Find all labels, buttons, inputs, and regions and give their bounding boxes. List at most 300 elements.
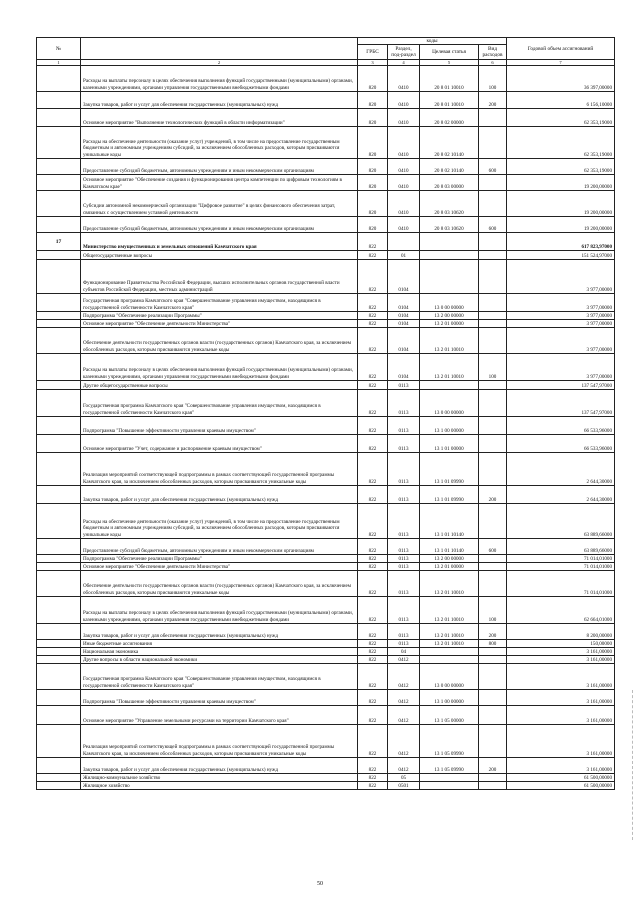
row-grbs-cell: 822	[358, 563, 388, 571]
row-amount-cell: 3 161,00000	[507, 706, 615, 725]
row-grbs-cell: 822	[358, 706, 388, 725]
row-amount-cell: 8 200,00000	[507, 624, 615, 640]
budget-table	[36, 37, 615, 790]
table-row	[37, 664, 615, 690]
col-number: 6	[479, 60, 507, 66]
row-amount-cell: 19 200,00000	[507, 175, 615, 191]
row-num-cell	[37, 109, 81, 127]
row-razdel-cell: 0113	[388, 486, 420, 504]
row-grbs-cell: 822	[358, 774, 388, 782]
row-razdel-cell: 0410	[388, 159, 420, 175]
row-grbs-cell: 822	[358, 453, 388, 486]
row-amount-cell: 19 200,00000	[507, 217, 615, 233]
row-grbs-cell: 822	[358, 260, 388, 294]
row-vid-cell	[479, 294, 507, 312]
row-article-cell: 13 1 00 00000	[420, 417, 479, 435]
table-row	[37, 127, 615, 159]
row-num-cell	[37, 486, 81, 504]
row-amount-cell: 3 977,00000	[507, 294, 615, 312]
row-name-cell: Функционирование Правительства Российской Федерации, высших исполнительных органов государственной власти субъектов Российской Федерации, местных администраций	[81, 260, 358, 294]
row-name-cell: Обеспечение деятельности государственных органов власти (государственных органов) Камчатского края, за исключением обособленных расходов, которым присваиваются уникальные коды	[81, 571, 358, 597]
budget-table-sheet	[36, 37, 614, 790]
row-amount-cell: 66 533,96000	[507, 435, 615, 453]
row-num-cell	[37, 260, 81, 294]
row-grbs-cell: 822	[358, 571, 388, 597]
row-amount-cell: 2 644,30000	[507, 453, 615, 486]
row-article-cell: 13 2 01 10010	[420, 624, 479, 640]
row-num-cell	[37, 92, 81, 109]
row-name-cell: Другие общегосударственные вопросы	[81, 381, 358, 390]
row-name-cell: Государственная программа Камчатского края "Совершенствование управления имуществом, находящимся в государственной собственности Камчатского края"	[81, 664, 358, 690]
row-grbs-cell: 822	[358, 504, 388, 539]
table-row	[37, 217, 615, 233]
row-grbs-cell: 822	[358, 435, 388, 453]
row-grbs-cell: 822	[358, 320, 388, 328]
col-number: 4	[388, 60, 420, 66]
row-razdel-cell: 0412	[388, 656, 420, 664]
row-vid-cell	[479, 504, 507, 539]
row-grbs-cell: 822	[358, 539, 388, 555]
row-article-cell: 13 2 01 10010	[420, 328, 479, 354]
row-num-cell	[37, 66, 81, 92]
row-name-cell: Предоставление субсидий бюджетным, автономным учреждениям и иным некоммерческим организациям	[81, 159, 358, 175]
row-razdel-cell: 0412	[388, 706, 420, 725]
row-name-cell: Расходы на обеспечение деятельности (оказание услуг) учреждений, в том числе на предоставление государственным бюджетным и автономным учреждениям субсидий, за исключением обособленных расходов, которым присваиваются уникальные коды	[81, 127, 358, 159]
table-row	[37, 92, 615, 109]
row-amount-cell: 36 397,00000	[507, 66, 615, 92]
row-num-cell	[37, 175, 81, 191]
row-razdel-cell: 01	[388, 251, 420, 260]
row-grbs-cell: 822	[358, 656, 388, 664]
row-grbs-cell: 822	[358, 294, 388, 312]
row-amount-cell: 62 353,19000	[507, 127, 615, 159]
row-article-cell	[420, 381, 479, 390]
table-row	[37, 555, 615, 563]
row-vid-cell: 100	[479, 597, 507, 624]
row-article-cell: 13 1 01 09990	[420, 486, 479, 504]
page-number: 50	[317, 881, 323, 887]
row-article-cell: 13 2 00 00000	[420, 555, 479, 563]
row-vid-cell: 200	[479, 758, 507, 774]
row-grbs-cell: 820	[358, 109, 388, 127]
row-num-cell	[37, 127, 81, 159]
row-article-cell: 13 1 01 10140	[420, 539, 479, 555]
row-vid-cell	[479, 435, 507, 453]
row-amount-cell: 71 014,01000	[507, 571, 615, 597]
row-grbs-cell: 822	[358, 381, 388, 390]
row-num-cell	[37, 217, 81, 233]
row-amount-cell: 3 977,00000	[507, 328, 615, 354]
row-vid-cell	[479, 706, 507, 725]
row-razdel-cell: 0104	[388, 354, 420, 381]
table-row	[37, 774, 615, 782]
row-num-cell	[37, 640, 81, 648]
row-grbs-cell: 822	[358, 354, 388, 381]
row-article-cell: 13 2 01 10010	[420, 354, 479, 381]
row-num-cell	[37, 435, 81, 453]
row-razdel-cell: 0104	[388, 320, 420, 328]
row-grbs-cell: 822	[358, 251, 388, 260]
row-amount-cell: 6 156,10000	[507, 92, 615, 109]
row-razdel-cell: 04	[388, 648, 420, 656]
row-razdel-cell: 05	[388, 774, 420, 782]
row-vid-cell	[479, 555, 507, 563]
row-grbs-cell: 820	[358, 127, 388, 159]
row-grbs-cell: 822	[358, 486, 388, 504]
row-grbs-cell: 822	[358, 417, 388, 435]
row-razdel-cell: 0410	[388, 191, 420, 217]
row-amount-cell: 71 014,01000	[507, 555, 615, 563]
row-razdel-cell: 0113	[388, 453, 420, 486]
row-amount-cell: 3 161,00000	[507, 758, 615, 774]
table-row	[37, 175, 615, 191]
header-name	[81, 38, 358, 60]
row-name-cell: Закупка товаров, работ и услуг для обеспечения государственных (муниципальных) нужд	[81, 486, 358, 504]
row-grbs-cell: 822	[358, 555, 388, 563]
row-razdel-cell: 0113	[388, 390, 420, 417]
table-row	[37, 251, 615, 260]
row-num-cell	[37, 774, 81, 782]
row-razdel-cell: 0412	[388, 725, 420, 758]
row-article-cell: 13 2 01 10010	[420, 640, 479, 648]
row-razdel-cell: 0104	[388, 260, 420, 294]
row-grbs-cell: 822	[358, 648, 388, 656]
row-name-cell: Закупка товаров, работ и услуг для обеспечения государственных (муниципальных) нужд	[81, 624, 358, 640]
row-amount-cell: 61 500,00000	[507, 782, 615, 790]
row-razdel-cell	[388, 233, 420, 251]
row-vid-cell	[479, 390, 507, 417]
row-vid-cell	[479, 571, 507, 597]
row-article-cell: 13 1 01 00000	[420, 435, 479, 453]
row-num-cell	[37, 690, 81, 706]
row-razdel-cell: 0113	[388, 571, 420, 597]
table-row	[37, 320, 615, 328]
row-amount-cell: 63 889,66000	[507, 539, 615, 555]
row-grbs-cell: 820	[358, 191, 388, 217]
table-row	[37, 758, 615, 774]
table-row	[37, 354, 615, 381]
row-name-cell: Предоставление субсидий бюджетным, автономным учреждениям и иным некоммерческим организациям	[81, 539, 358, 555]
row-vid-cell	[479, 381, 507, 390]
row-razdel-cell: 0410	[388, 92, 420, 109]
row-name-cell: Подпрограмма "Обеспечение реализации Программы"	[81, 555, 358, 563]
row-name-cell: Национальная экономика	[81, 648, 358, 656]
row-article-cell	[420, 648, 479, 656]
row-amount-cell: 19 200,00000	[507, 191, 615, 217]
row-num-cell	[37, 320, 81, 328]
row-name-cell: Основное мероприятие "Обеспечение деятельности Министерства"	[81, 320, 358, 328]
row-grbs-cell: 822	[358, 725, 388, 758]
row-razdel-cell: 0113	[388, 555, 420, 563]
row-razdel-cell: 0113	[388, 563, 420, 571]
row-vid-cell	[479, 320, 507, 328]
row-vid-cell: 200	[479, 486, 507, 504]
row-num-cell	[37, 555, 81, 563]
row-amount-cell: 3 977,00000	[507, 354, 615, 381]
row-article-cell	[420, 656, 479, 664]
row-vid-cell	[479, 453, 507, 486]
table-row	[37, 312, 615, 320]
row-vid-cell	[479, 251, 507, 260]
row-amount-cell: 71 014,01000	[507, 563, 615, 571]
row-amount-cell: 3 161,00000	[507, 690, 615, 706]
table-row	[37, 597, 615, 624]
row-name-cell: Государственная программа Камчатского края "Совершенствование управления имуществом, находящимся в государственной собственности Камчатского края"	[81, 294, 358, 312]
table-row	[37, 435, 615, 453]
row-vid-cell: 100	[479, 66, 507, 92]
row-num-cell	[37, 354, 81, 381]
row-article-cell: 13 2 01 10010	[420, 597, 479, 624]
row-amount-cell: 617 823,97000	[507, 233, 615, 251]
row-name-cell: Жилищно-коммунальное хозяйство	[81, 774, 358, 782]
row-razdel-cell: 0410	[388, 175, 420, 191]
row-amount-cell: 2 644,30000	[507, 486, 615, 504]
row-razdel-cell: 0410	[388, 217, 420, 233]
row-num-cell	[37, 417, 81, 435]
row-name-cell: Закупка товаров, работ и услуг для обеспечения государственных (муниципальных) нужд	[81, 92, 358, 109]
row-razdel-cell: 0113	[388, 504, 420, 539]
row-article-cell: 20 8 03 10620	[420, 191, 479, 217]
row-grbs-cell: 822	[358, 328, 388, 354]
row-vid-cell	[479, 233, 507, 251]
row-num-cell	[37, 624, 81, 640]
row-name-cell: Расходы на обеспечение деятельности (оказание услуг) учреждений, в том числе на предоставление государственным бюджетным и автономным учреждениям субсидий, за исключением обособленных расходов, которым присваиваются уникальные коды	[81, 504, 358, 539]
row-article-cell: 20 8 02 10140	[420, 127, 479, 159]
row-num-cell: 17	[37, 233, 81, 251]
row-name-cell: Субсидии автономной некоммерческой организации "Цифровое развитие" в целях финансового обеспечения затрат, связанных с осуществлением уставной деятельности	[81, 191, 358, 217]
row-article-cell	[420, 251, 479, 260]
row-num-cell	[37, 664, 81, 690]
row-razdel-cell: 0113	[388, 640, 420, 648]
row-name-cell: Закупка товаров, работ и услуг для обеспечения государственных (муниципальных) нужд	[81, 758, 358, 774]
row-amount-cell: 61 500,00000	[507, 774, 615, 782]
row-vid-cell	[479, 175, 507, 191]
row-grbs-cell: 822	[358, 233, 388, 251]
row-vid-cell	[479, 127, 507, 159]
row-razdel-cell: 0412	[388, 690, 420, 706]
row-vid-cell: 200	[479, 92, 507, 109]
row-name-cell: Иные бюджетные ассигнования	[81, 640, 358, 648]
row-razdel-cell: 0113	[388, 624, 420, 640]
table-row	[37, 706, 615, 725]
table-row	[37, 486, 615, 504]
row-article-cell: 13 2 01 00000	[420, 563, 479, 571]
table-row	[37, 66, 615, 92]
row-num-cell	[37, 656, 81, 664]
row-name-cell: Основное мероприятие "Выполнение технологических функций в области информатизации"	[81, 109, 358, 127]
row-razdel-cell: 0501	[388, 782, 420, 790]
row-article-cell: 13 2 00 00000	[420, 312, 479, 320]
header-razdel: Раздел, под-раздел	[388, 45, 420, 60]
row-name-cell: Расходы на выплаты персоналу в целях обеспечения выполнения функций государственными (муниципальными) органами, казенными учреждениями, органами управления государственными внебюджетными фондами	[81, 597, 358, 624]
row-name-cell: Общегосударственные вопросы	[81, 251, 358, 260]
row-article-cell: 13 1 05 00000	[420, 706, 479, 725]
row-razdel-cell: 0104	[388, 312, 420, 320]
row-num-cell	[37, 251, 81, 260]
col-number: 7	[507, 60, 615, 66]
row-grbs-cell: 820	[358, 92, 388, 109]
header-article: Целевая статья	[420, 45, 479, 60]
row-num-cell	[37, 648, 81, 656]
row-razdel-cell: 0113	[388, 435, 420, 453]
col-number: 2	[81, 60, 358, 66]
row-vid-cell: 600	[479, 159, 507, 175]
row-num-cell	[37, 563, 81, 571]
row-num-cell	[37, 312, 81, 320]
row-num-cell	[37, 294, 81, 312]
table-row	[37, 690, 615, 706]
row-article-cell: 13 0 00 00000	[420, 390, 479, 417]
row-name-cell: Обеспечение деятельности государственных органов власти (государственных органов) Камчатского края, за исключением обособленных расходов, которым присваиваются уникальные коды	[81, 328, 358, 354]
row-name-cell: Подпрограмма "Повышение эффективности управления краевым имуществом"	[81, 417, 358, 435]
row-vid-cell	[479, 563, 507, 571]
row-num-cell	[37, 504, 81, 539]
row-article-cell: 20 8 02 10140	[420, 159, 479, 175]
row-vid-cell	[479, 664, 507, 690]
table-row	[37, 504, 615, 539]
row-amount-cell: 3 977,00000	[507, 320, 615, 328]
header-codes: коды	[358, 38, 507, 45]
row-grbs-cell: 822	[358, 690, 388, 706]
row-amount-cell: 151 524,97000	[507, 251, 615, 260]
row-name-cell: Основное мероприятие "Управление земельными ресурсами на территории Камчатского края"	[81, 706, 358, 725]
row-vid-cell: 100	[479, 354, 507, 381]
row-article-cell: 13 1 01 10140	[420, 504, 479, 539]
row-name-cell: Реализация мероприятий соответствующей подпрограммы в рамках соответствующей государственной программы Камчатского края, за исключением обособленных расходов, которым присваиваются уникальные коды	[81, 725, 358, 758]
row-amount-cell: 62 664,01000	[507, 597, 615, 624]
row-amount-cell: 150,00000	[507, 640, 615, 648]
row-amount-cell: 62 353,19000	[507, 109, 615, 127]
row-grbs-cell: 822	[358, 758, 388, 774]
row-num-cell	[37, 758, 81, 774]
row-article-cell: 13 1 01 09990	[420, 453, 479, 486]
row-amount-cell: 137 547,97000	[507, 381, 615, 390]
row-grbs-cell: 820	[358, 175, 388, 191]
row-grbs-cell: 822	[358, 664, 388, 690]
row-num-cell	[37, 725, 81, 758]
row-name-cell: Государственная программа Камчатского края "Совершенствование управления имуществом, находящимся в государственной собственности Камчатского края"	[81, 390, 358, 417]
row-amount-cell: 3 161,00000	[507, 656, 615, 664]
row-vid-cell	[479, 648, 507, 656]
row-name-cell: Подпрограмма "Обеспечение реализации Программы"	[81, 312, 358, 320]
row-razdel-cell: 0412	[388, 664, 420, 690]
row-article-cell: 20 8 02 00000	[420, 109, 479, 127]
row-name-cell: Министерство имущественных и земельных отношений Камчатского края	[81, 233, 358, 251]
row-vid-cell: 800	[479, 640, 507, 648]
row-article-cell: 20 8 01 10010	[420, 66, 479, 92]
table-row	[37, 453, 615, 486]
table-row	[37, 191, 615, 217]
row-grbs-cell: 822	[358, 624, 388, 640]
table-row	[37, 381, 615, 390]
row-vid-cell	[479, 260, 507, 294]
table-row	[37, 563, 615, 571]
row-vid-cell	[479, 656, 507, 664]
row-razdel-cell: 0113	[388, 597, 420, 624]
row-article-cell: 13 1 05 09990	[420, 725, 479, 758]
row-article-cell: 13 2 01 00000	[420, 320, 479, 328]
row-razdel-cell: 0410	[388, 66, 420, 92]
row-num-cell	[37, 191, 81, 217]
row-article-cell: 13 0 00 00000	[420, 664, 479, 690]
row-razdel-cell: 0113	[388, 539, 420, 555]
row-amount-cell: 63 889,66000	[507, 504, 615, 539]
row-name-cell: Расходы на выплаты персоналу в целях обеспечения выполнения функций государственными (муниципальными) органами, казенными учреждениями, органами управления государственными внебюджетными фондами	[81, 66, 358, 92]
row-amount-cell: 3 977,00000	[507, 312, 615, 320]
row-vid-cell	[479, 725, 507, 758]
row-article-cell: 13 2 01 10010	[420, 571, 479, 597]
row-num-cell	[37, 706, 81, 725]
row-article-cell	[420, 774, 479, 782]
table-row	[37, 571, 615, 597]
row-num-cell	[37, 159, 81, 175]
row-article-cell	[420, 782, 479, 790]
row-grbs-cell: 822	[358, 782, 388, 790]
col-number: 5	[420, 60, 479, 66]
row-article-cell: 13 1 05 09990	[420, 758, 479, 774]
table-row	[37, 417, 615, 435]
row-vid-cell	[479, 782, 507, 790]
row-vid-cell: 200	[479, 624, 507, 640]
row-amount-cell: 3 161,00000	[507, 725, 615, 758]
row-grbs-cell: 822	[358, 390, 388, 417]
row-name-cell: Другие вопросы в области национальной экономики	[81, 656, 358, 664]
row-name-cell: Основное мероприятие "Обеспечение деятельности Министерства"	[81, 563, 358, 571]
table-row	[37, 294, 615, 312]
row-vid-cell	[479, 417, 507, 435]
row-article-cell: 13 1 00 00000	[420, 690, 479, 706]
scan-edge-mark	[632, 690, 633, 840]
row-vid-cell	[479, 191, 507, 217]
row-amount-cell: 66 533,96000	[507, 417, 615, 435]
table-body	[37, 66, 615, 790]
row-num-cell	[37, 381, 81, 390]
table-row	[37, 390, 615, 417]
row-razdel-cell: 0104	[388, 294, 420, 312]
table-row	[37, 624, 615, 640]
row-name-cell: Жилищное хозяйство	[81, 782, 358, 790]
header-amount: Годовой объем ассигнований	[507, 38, 615, 60]
row-grbs-cell: 820	[358, 66, 388, 92]
row-razdel-cell: 0104	[388, 328, 420, 354]
row-num-cell	[37, 453, 81, 486]
header-grbs: ГРБС	[358, 45, 388, 60]
row-razdel-cell: 0113	[388, 381, 420, 390]
row-amount-cell: 137 547,97000	[507, 390, 615, 417]
row-vid-cell	[479, 328, 507, 354]
row-name-cell: Подпрограмма "Повышение эффективности управления краевым имуществом"	[81, 690, 358, 706]
table-row	[37, 109, 615, 127]
row-grbs-cell: 822	[358, 640, 388, 648]
row-article-cell: 20 8 03 10620	[420, 217, 479, 233]
table-row	[37, 648, 615, 656]
table-row	[37, 328, 615, 354]
row-grbs-cell: 820	[358, 159, 388, 175]
row-name-cell: Предоставление субсидий бюджетным, автономным учреждениям и иным некоммерческим организациям	[81, 217, 358, 233]
row-razdel-cell: 0113	[388, 417, 420, 435]
row-grbs-cell: 820	[358, 217, 388, 233]
row-razdel-cell: 0410	[388, 127, 420, 159]
row-vid-cell: 600	[479, 539, 507, 555]
row-article-cell	[420, 260, 479, 294]
header-num: №	[37, 38, 81, 60]
row-vid-cell	[479, 774, 507, 782]
row-grbs-cell: 822	[358, 597, 388, 624]
row-article-cell: 20 8 03 00000	[420, 175, 479, 191]
row-vid-cell	[479, 312, 507, 320]
row-name-cell: Расходы на выплаты персоналу в целях обеспечения выполнения функций государственными (муниципальными) органами, казенными учреждениями, органами управления государственными внебюджетными фондами	[81, 354, 358, 381]
row-num-cell	[37, 571, 81, 597]
